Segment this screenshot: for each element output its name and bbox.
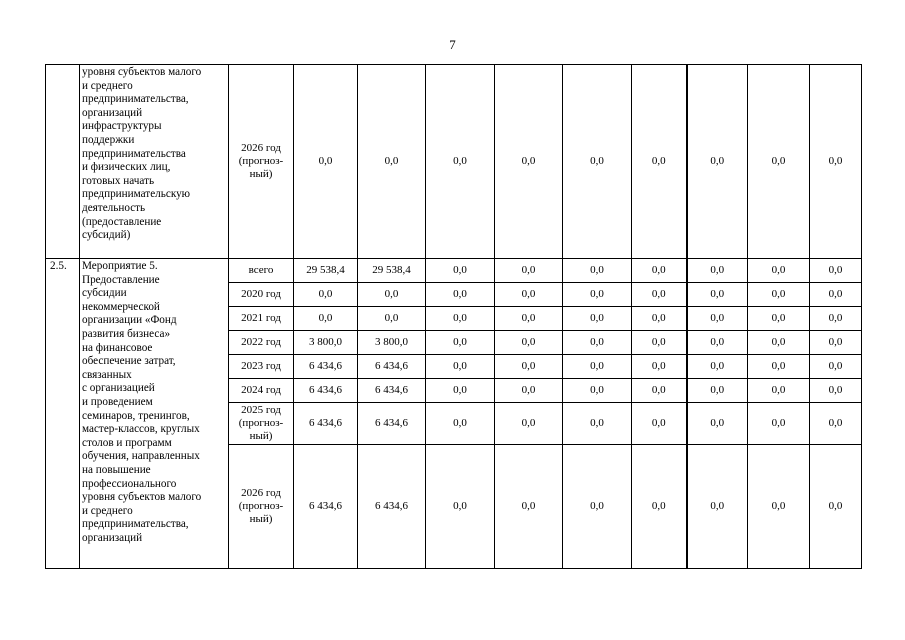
year-label: 2024 год [241, 384, 281, 396]
year-cell [229, 283, 294, 307]
value-cell: 0,0 [810, 445, 862, 569]
value-cell: 6 434,6 [294, 445, 358, 569]
value-cell: 0,0 [687, 445, 748, 569]
value-cell: 0,0 [563, 379, 632, 403]
value-cell: 0,0 [563, 403, 632, 445]
year-cell [229, 403, 294, 445]
value-cell: 0,0 [810, 379, 862, 403]
value-cell: 6 434,6 [358, 379, 426, 403]
value-cell: 0,0 [632, 403, 687, 445]
year-label: 2020 год [241, 288, 281, 300]
table-row [46, 65, 862, 259]
value-cell: 0,0 [495, 283, 563, 307]
value-cell: 0,0 [810, 307, 862, 331]
value-cell: 0,0 [563, 65, 632, 259]
value-cell: 0,0 [632, 65, 687, 259]
value-cell: 0,0 [810, 283, 862, 307]
value-cell: 6 434,6 [294, 379, 358, 403]
measure-description: Мероприятие 5. Предоставление субсидии некоммерческой организации «Фонд развития бизнеса» на финансовое обеспечение затрат, связанных с организацией и проведением семинаров, тренингов, мастер-классов, круглых столов и программ обучения, направленных на повышение профессионального уровня субъектов малого и среднего предпринимательства, организаций [80, 259, 229, 569]
year-label: 2026 год (прогноз- ный) [238, 487, 284, 525]
value-cell: 0,0 [632, 307, 687, 331]
year-cell [229, 355, 294, 379]
value-cell: 0,0 [748, 65, 810, 259]
table-row [46, 259, 862, 283]
value-cell: 0,0 [810, 65, 862, 259]
value-cell: 0,0 [810, 355, 862, 379]
value-cell: 3 800,0 [294, 331, 358, 355]
value-cell: 0,0 [294, 283, 358, 307]
year-cell [229, 379, 294, 403]
measure-description-continued: уровня субъектов малого и среднего предпринимательства, организаций инфраструктуры поддержки предпринимательства и физических лиц, готовых начать предпринимательскую деятельность (предоставление субсидий) [80, 65, 229, 259]
value-cell: 0,0 [563, 331, 632, 355]
value-cell: 0,0 [687, 65, 748, 259]
value-cell: 0,0 [748, 283, 810, 307]
value-cell: 29 538,4 [294, 259, 358, 283]
value-cell: 3 800,0 [358, 331, 426, 355]
value-cell: 0,0 [358, 65, 426, 259]
value-cell: 0,0 [294, 307, 358, 331]
value-cell: 0,0 [358, 283, 426, 307]
value-cell: 0,0 [495, 403, 563, 445]
value-cell: 0,0 [563, 355, 632, 379]
value-cell: 0,0 [426, 259, 495, 283]
value-cell: 0,0 [748, 379, 810, 403]
budget-table [45, 64, 862, 569]
year-cell [229, 445, 294, 569]
value-cell: 0,0 [294, 65, 358, 259]
value-cell: 6 434,6 [294, 403, 358, 445]
value-cell: 0,0 [632, 445, 687, 569]
value-cell: 6 434,6 [358, 355, 426, 379]
value-cell: 0,0 [426, 379, 495, 403]
row-number-cell [46, 65, 80, 259]
year-label: 2022 год [241, 336, 281, 348]
value-cell: 0,0 [563, 445, 632, 569]
value-cell: 0,0 [748, 331, 810, 355]
value-cell: 0,0 [810, 331, 862, 355]
value-cell: 0,0 [632, 331, 687, 355]
value-cell: 0,0 [426, 355, 495, 379]
value-cell: 6 434,6 [358, 445, 426, 569]
value-cell: 0,0 [426, 307, 495, 331]
year-label: всего [248, 264, 274, 276]
value-cell: 0,0 [748, 445, 810, 569]
value-cell: 29 538,4 [358, 259, 426, 283]
value-cell: 0,0 [426, 283, 495, 307]
value-cell: 0,0 [495, 445, 563, 569]
value-cell: 0,0 [563, 283, 632, 307]
value-cell: 0,0 [426, 331, 495, 355]
year-cell [229, 307, 294, 331]
value-cell: 0,0 [426, 65, 495, 259]
value-cell: 0,0 [632, 259, 687, 283]
value-cell: 0,0 [495, 307, 563, 331]
value-cell: 0,0 [563, 259, 632, 283]
year-cell [229, 331, 294, 355]
value-cell: 0,0 [687, 379, 748, 403]
value-cell: 0,0 [748, 259, 810, 283]
row-number-cell: 2.5. [46, 259, 80, 569]
value-cell: 0,0 [563, 307, 632, 331]
value-cell: 0,0 [632, 379, 687, 403]
value-cell: 0,0 [426, 445, 495, 569]
value-cell: 6 434,6 [358, 403, 426, 445]
value-cell: 0,0 [426, 403, 495, 445]
value-cell: 0,0 [632, 283, 687, 307]
value-cell: 0,0 [495, 355, 563, 379]
value-cell: 0,0 [687, 355, 748, 379]
page-number: 7 [449, 37, 456, 52]
value-cell: 0,0 [495, 259, 563, 283]
value-cell: 0,0 [748, 403, 810, 445]
value-cell: 0,0 [358, 307, 426, 331]
year-label: 2025 год (прогноз- ный) [238, 404, 284, 442]
value-cell: 0,0 [687, 403, 748, 445]
year-label: 2026 год (прогноз- ный) [238, 142, 284, 180]
year-cell [229, 259, 294, 283]
value-cell: 0,0 [748, 307, 810, 331]
value-cell: 0,0 [687, 331, 748, 355]
value-cell: 0,0 [495, 331, 563, 355]
value-cell: 0,0 [687, 307, 748, 331]
value-cell: 6 434,6 [294, 355, 358, 379]
year-label: 2023 год [241, 360, 281, 372]
value-cell: 0,0 [810, 259, 862, 283]
value-cell: 0,0 [687, 283, 748, 307]
value-cell: 0,0 [495, 65, 563, 259]
value-cell: 0,0 [748, 355, 810, 379]
year-label: 2021 год [241, 312, 281, 324]
value-cell: 0,0 [687, 259, 748, 283]
value-cell: 0,0 [632, 355, 687, 379]
year-cell [229, 65, 294, 259]
value-cell: 0,0 [495, 379, 563, 403]
value-cell: 0,0 [810, 403, 862, 445]
